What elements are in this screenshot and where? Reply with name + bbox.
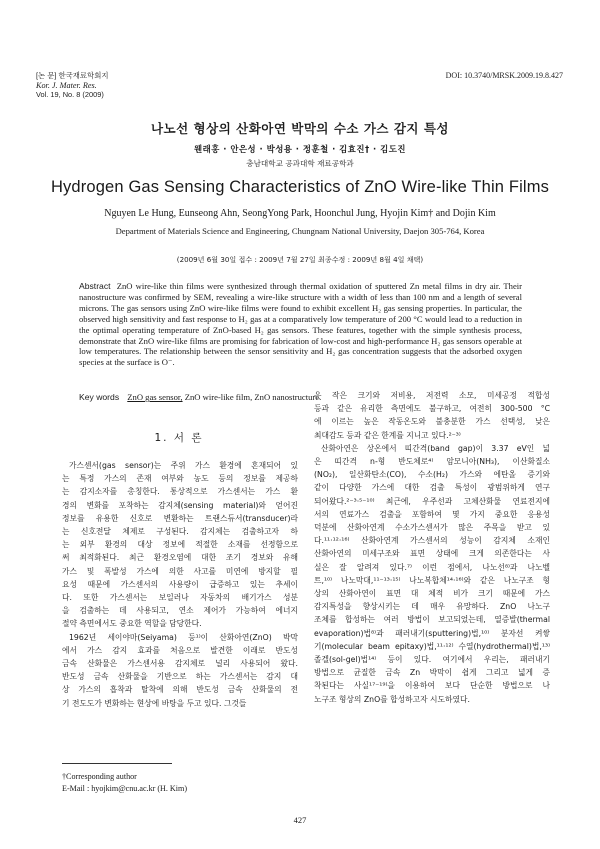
text-line: 은 띠간격 n-형 반도체로⁴⁾ 암모니아(NH₃), 이산화질소 [314,457,550,467]
section-heading-introduction: 1. 서 론 [154,432,204,444]
abstract-text: ZnO wire-like thin films were synthesized through thermal oxidation of sputtered Zn metal films in dry air. Their nanostructure was confirmed by SEM, revealing a wire-like structure with a width of less than 100 nm and a length of several microns. The gas sensors using ZnO wire-like films were found to exhibit excellent H₂ gas sensing properties. In particular, the observed high sensitivity and fast response to H₂ gas at a comparatively low temperature of 200 °C would lead to a reduction in the optimal operating temperature of ZnO-based H₂ gas sensors. These features, together with the simple synthesis process, demonstrate that ZnO wire-like films are promising for fabrication of low-cost and high-performance H₂ gas sensors operable at low temperatures. The relationship between the sensor sensitivity and H₂ gas concentration suggests that the adsorbed oxygen species at the surface is O⁻. [79,281,523,368]
text-line: 상의 산화아연이 표면 대 체적 비가 크기 때문에 가스 [314,589,550,599]
text-line: 1962년 세이야마(Seiyama) 등¹⁾이 산화아연(ZnO) 박막 [68,632,298,642]
text-line: 반도성 금속 산화물을 기반으로 하는 가스센서는 감지 대 [62,672,298,682]
text-line: 요성 때문에 가스센서의 사용량이 급증하고 있는 추세이 [62,579,298,589]
text-line: 금속 산화물은 가스센서용 감지체로 널리 사용되어 왔다. [62,659,298,669]
text-line: 되어왔다.²⁻³·⁵⁻¹⁰⁾ 최근에, 우주선과 고체산화물 연료전지에 [314,496,550,506]
text-line: 기(molecular beam epitaxy)법,¹¹·¹²⁾ 수열(hydrothermal)법,¹³⁾ [314,641,550,651]
text-line: 절약 측면에서도 중요한 역할을 담당한다. [62,619,202,629]
keywords-label: Key words [79,392,120,402]
page-number: 427 [293,815,307,825]
journal-name-en: Kor. J. Mater. Res. [36,80,97,90]
text-line: 을 검출하는 데 사용되고, 연소 제어가 가능하여 에너지 [62,606,298,616]
text-line: 에 이르는 높은 작동온도와 불충분한 가스 선택성, 낮은 [314,417,550,427]
text-line: 는 특정 가스의 존재 여부와 농도 등의 정보를 제공하 [62,474,298,484]
text-line: 가스센서(gas sensor)는 주위 가스 환경에 혼재되어 있 [68,461,298,470]
text-line: 는 감지소자를 총칭한다. 통상적으로 가스센서는 가스 환 [62,487,298,497]
text-line: 다. 또한 가스센서는 보일러나 자동차의 배기가스 성분 [62,593,298,603]
affiliation-english: Department of Materials Science and Engineering, Chungnam National University, Daejon 305-764, Korea [115,226,485,236]
text-line: 산화아연은 상온에서 띠간격(band gap)이 3.37 eV인 넓 [320,443,550,453]
text-line: 경의 변화를 포착하는 감지체(sensing material)와 얻어진 [62,500,298,510]
text-line: 서의 연료가스 검출을 포함하여 몇 가지 중요한 응용성 [314,509,550,519]
footnote-email: E-Mail : hyojkim@cnu.ac.kr (H. Kim) [62,783,188,793]
title-korean: 나노선 형상의 산화아연 박막의 수소 가스 감지 특성 [150,121,450,136]
doi: DOI: 10.3740/MRSK.2009.19.8.427 [445,71,563,80]
text-line: evaporation)법⁸⁾과 패러내기(sputtering)법,¹⁰⁾ 분자선 켜쌓 [314,628,550,638]
text-line: 는 신호전달 체제로 구성된다. 감지체는 검출하고자 하 [62,527,298,537]
text-line: 덕분에 산화아연계 수소가스센서가 많은 주목을 받고 있 [314,523,550,533]
keywords-rest: ZnO wire-like film, ZnO nanostructure. [182,392,322,402]
text-line: (NO₂), 일산화탄소(CO), 수소(H₂) 가스와 에탄올 증기와 [314,470,550,480]
abstract-label: Abstract [79,281,111,291]
keyword-first: ZnO gas sensor, [127,392,183,402]
text-line: 은 작은 크기와 저비용, 저전력 소모, 미세공정 적합성 [314,391,550,400]
authors-korean: 웬래홍 · 안은성 · 박성용 · 정훈철 · 김효진† · 김도진 [194,144,406,154]
text-line: 방법으로 균질한 금속 Zn 박막이 쉽게 그리고 넓게 증 [314,668,550,678]
text-line: 다.¹¹·¹²·¹⁶⁾ 산화아연계 가스센서의 성능이 감지체 소재인 [314,536,550,546]
text-line: 착된다는 사실¹⁷⁻¹⁹⁾을 이용하여 보다 단순한 방법으로 나 [314,681,550,691]
title-english: Hydrogen Gas Sensing Characteristics of ZnO Wire-like Thin Films [50,178,550,196]
text-line: 는 외부 환경의 대상 정보에 적절한 소재를 선정함으로 [62,540,298,550]
text-line: 산화아연의 미세구조와 표면 상태에 크게 의존한다는 사 [314,549,550,559]
text-line: 실은 잘 알려져 있다.⁷⁾ 이런 점에서, 나노선⁸⁾과 나노벨 [314,562,550,572]
text-line: 상 가스의 흡착과 탈착에 의해 반도성 금속 산화물의 전 [62,685,298,695]
text-line: 정보를 유용한 신호로 변환하는 트랜스듀서(transducer)라 [62,513,298,523]
text-line: 트,¹⁰⁾ 나노막대,¹¹⁻¹³·¹⁵⁾ 나노복합체¹⁴·¹⁶⁾와 같은 나노구조 형 [314,575,550,585]
footnote [62,771,187,794]
body-column-left [62,459,298,710]
text-line: 최대감도 등과 같은 한계를 지니고 있다.²⁻³⁾ [314,430,461,440]
text-line: 써 최적화된다. 최근 환경오염에 대한 조기 경보와 유해 [62,553,298,563]
text-line: 졸겔(sol-gel)법¹⁴⁾ 등이 있다. 여기에서 우리는, 패러내기 [314,655,550,665]
text-line: 기 전도도가 변화하는 현상에 바탕을 두고 있다. 그것들 [62,698,247,708]
text-line: 가스 및 폭발성 가스에 의한 사고를 미연에 방지할 필 [62,566,298,576]
body-column-right [314,389,550,706]
abstract [79,281,522,368]
affiliation-korean: 충남대학교 공과대학 재료공학과 [246,159,354,168]
received-dates: (2009년 6월 30일 접수 : 2009년 7월 27일 최종수정 : 2009년 8월 4일 채택) [176,255,424,264]
journal-name-kr: [논 문] 한국재료학회지 [36,71,109,80]
journal-header [36,71,108,100]
text-line: 감지특성을 향상시키는 데 매우 유망하다. ZnO 나노구 [314,602,550,612]
footnote-divider [62,763,172,764]
text-line: 등과 같은 유리한 측면에도 불구하고, 여전히 300-500 °C [314,404,550,414]
footnote-corresponding: †Corresponding author [62,772,137,781]
text-line: 같이 다양한 가스에 대한 검출 특성이 광범위하게 연구 [314,483,550,493]
text-line: 조체를 합성하는 여러 방법이 보고되었는데, 열증발(thermal [314,615,550,625]
authors-english: Nguyen Le Hung, Eunseong Ahn, SeongYong Park, Hoonchul Jung, Hyojin Kim† and Dojin Kim [104,208,496,219]
text-line: 노구조 형상의 ZnO를 합성하고자 시도하였다. [314,694,470,704]
text-line: 에서 가스 감지 효과를 처음으로 발견한 이래로 반도성 [62,645,298,655]
journal-volume: Vol. 19, No. 8 (2009) [36,90,104,99]
